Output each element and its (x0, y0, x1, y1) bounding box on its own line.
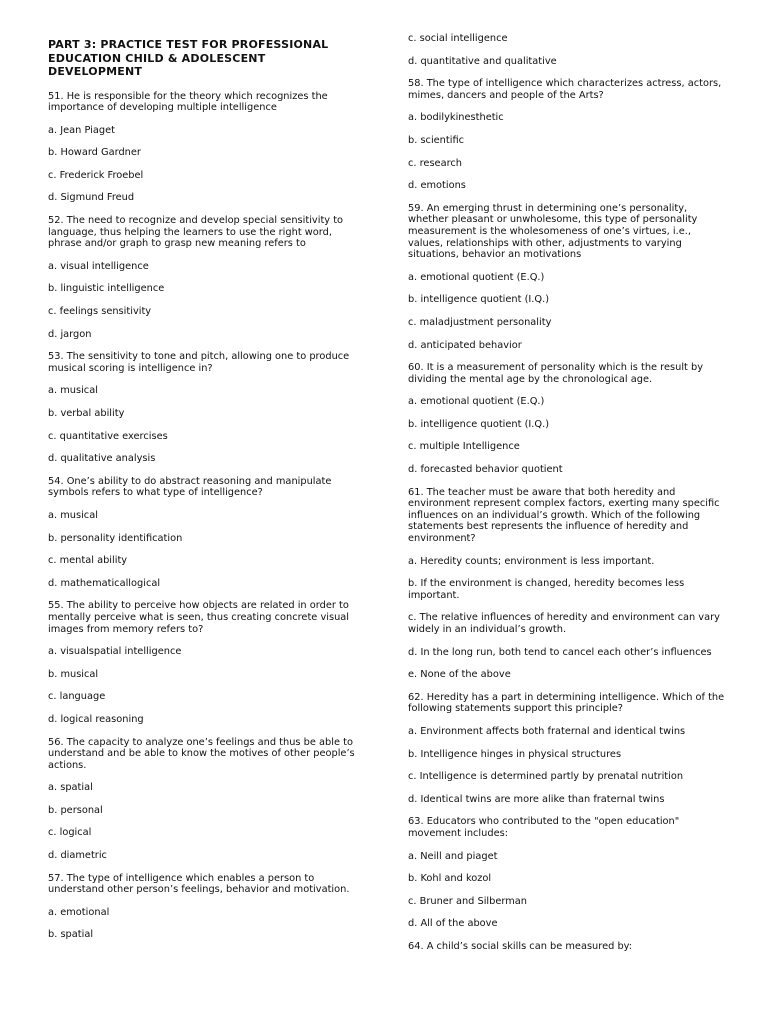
option-b: b. Kohl and kozol (408, 873, 492, 885)
question-text: 55. The ability to perceive how objects are related in order to mentally perceive what is seen, thus creating concrete visual images from memory refers to? (48, 600, 350, 635)
question-60 (408, 362, 726, 476)
option-e: e. None of the above (408, 669, 511, 681)
option-c: c. mental ability (48, 555, 128, 567)
question-text: 64. A child’s social skills can be measured by: (408, 940, 633, 952)
option-a: a. emotional quotient (E.Q.) (408, 271, 545, 283)
option-c: c. Bruner and Silberman (408, 895, 528, 907)
option-c: c. research (408, 157, 462, 169)
option-c: c. social intelligence (408, 33, 508, 44)
question-text: 54. One’s ability to do abstract reasoning and manipulate symbols refers to what type of intelligence? (48, 475, 332, 499)
option-b: b. scientific (408, 134, 465, 146)
question-55 (48, 600, 368, 725)
option-c: c. Intelligence is determined partly by prenatal nutrition (408, 771, 684, 783)
option-d: d. qualitative analysis (48, 453, 156, 465)
option-c: c. feelings sensitivity (48, 306, 152, 318)
left-column (48, 33, 368, 952)
option-d: d. quantitative and qualitative (408, 55, 557, 67)
question-text: 60. It is a measurement of personality which is the result by dividing the mental age by the chronological age. (408, 362, 704, 385)
option-d: d. mathematicallogical (48, 577, 161, 589)
option-d: d. logical reasoning (48, 713, 144, 725)
option-b: b. spatial (48, 929, 94, 941)
option-c: c. maladjustment personality (408, 316, 552, 328)
question-text: 53. The sensitivity to tone and pitch, allowing one to produce musical scoring is intelligence in? (48, 351, 350, 374)
option-c: c. logical (48, 827, 92, 839)
option-a: a. musical (48, 385, 98, 397)
option-a: a. Jean Piaget (48, 124, 115, 136)
question-51 (48, 91, 368, 205)
option-b: b. Intelligence hinges in physical structures (408, 748, 622, 760)
option-a: a. Environment affects both fraternal and identical twins (408, 725, 686, 737)
question-54 (48, 476, 368, 590)
option-b: b. Howard Gardner (48, 147, 141, 159)
option-d: d. diametric (48, 850, 107, 862)
option-d: d. All of the above (408, 918, 498, 930)
question-57-continued (408, 33, 726, 67)
option-b: b. musical (48, 668, 99, 680)
question-59 (408, 203, 726, 351)
question-52 (48, 215, 368, 340)
question-56 (48, 737, 368, 862)
question-63 (408, 816, 726, 930)
question-text: 51. He is responsible for the theory which recognizes the importance of developing multiple intelligence (48, 90, 328, 114)
question-text: 52. The need to recognize and develop special sensitivity to language, thus helping the learners to use the right word, phrase and/or graph to grasp new meaning refers to (48, 215, 344, 250)
option-c: c. Frederick Froebel (48, 169, 144, 181)
option-b: b. intelligence quotient (I.Q.) (408, 418, 550, 430)
question-text: 61. The teacher must be aware that both heredity and environment represent complex factors, exerting many specific influences on an individual’s growth. Which of the following statements best represents the influence of heredity and environment? (408, 486, 720, 545)
option-d: d. anticipated behavior (408, 339, 522, 351)
right-column (408, 33, 726, 964)
option-b: b. If the environment is changed, heredity becomes less important. (408, 578, 685, 601)
option-c: c. multiple Intelligence (408, 441, 520, 453)
option-d: d. jargon (48, 328, 92, 340)
question-text: 58. The type of intelligence which characterizes actress, actors, mimes, dancers and people of the Arts? (408, 78, 722, 101)
question-text: 56. The capacity to analyze one’s feelings and thus be able to understand and be able to know the motives of other people’s actions. (48, 736, 355, 771)
option-b: b. personal (48, 804, 103, 816)
question-text: 59. An emerging thrust in determining one’s personality, whether pleasant or unwholesome, this type of personality measurement is the wholesomeness of one’s virtues, i.e., values, relationships with other, adjustments to varying situations, behavior an motivations (408, 202, 698, 261)
option-c: c. The relative influences of heredity and environment can vary widely in an individual’s growth. (408, 612, 720, 635)
question-62 (408, 692, 726, 806)
question-57 (48, 873, 368, 941)
option-a: a. emotional quotient (E.Q.) (408, 396, 545, 408)
option-d: d. In the long run, both tend to cancel each other’s influences (408, 646, 712, 658)
question-64 (408, 941, 726, 953)
question-61 (408, 487, 726, 681)
option-a: a. spatial (48, 782, 93, 794)
question-text: 63. Educators who contributed to the "open education" movement includes: (408, 816, 680, 839)
option-b: b. verbal ability (48, 408, 125, 419)
option-a: a. Heredity counts; environment is less important. (408, 555, 655, 567)
option-b: b. linguistic intelligence (48, 283, 165, 295)
option-c: c. language (48, 691, 106, 703)
question-53 (48, 351, 368, 465)
option-d: d. Sigmund Freud (48, 192, 135, 204)
option-a: a. Neill and piaget (408, 850, 498, 862)
question-text: 57. The type of intelligence which enables a person to understand other person’s feelings, behavior and motivation. (48, 872, 350, 896)
option-a: a. visual intelligence (48, 260, 149, 272)
option-b: b. intelligence quotient (I.Q.) (408, 294, 550, 306)
option-d: d. Identical twins are more alike than fraternal twins (408, 793, 665, 805)
option-d: d. forecasted behavior quotient (408, 464, 563, 476)
option-a: a. musical (48, 509, 98, 521)
option-a: a. emotional (48, 906, 110, 918)
option-a: a. visualspatial intelligence (48, 646, 182, 658)
document-title: PART 3: PRACTICE TEST FOR PROFESSIONAL EDUCATION CHILD & ADOLESCENT DEVELOPMENT (48, 38, 329, 78)
option-b: b. personality identification (48, 532, 183, 544)
option-a: a. bodilykinesthetic (408, 112, 504, 124)
question-58 (408, 78, 726, 192)
option-c: c. quantitative exercises (48, 430, 168, 442)
option-d: d. emotions (408, 180, 466, 192)
question-text: 62. Heredity has a part in determining intelligence. Which of the following statements support this principle? (408, 691, 725, 715)
